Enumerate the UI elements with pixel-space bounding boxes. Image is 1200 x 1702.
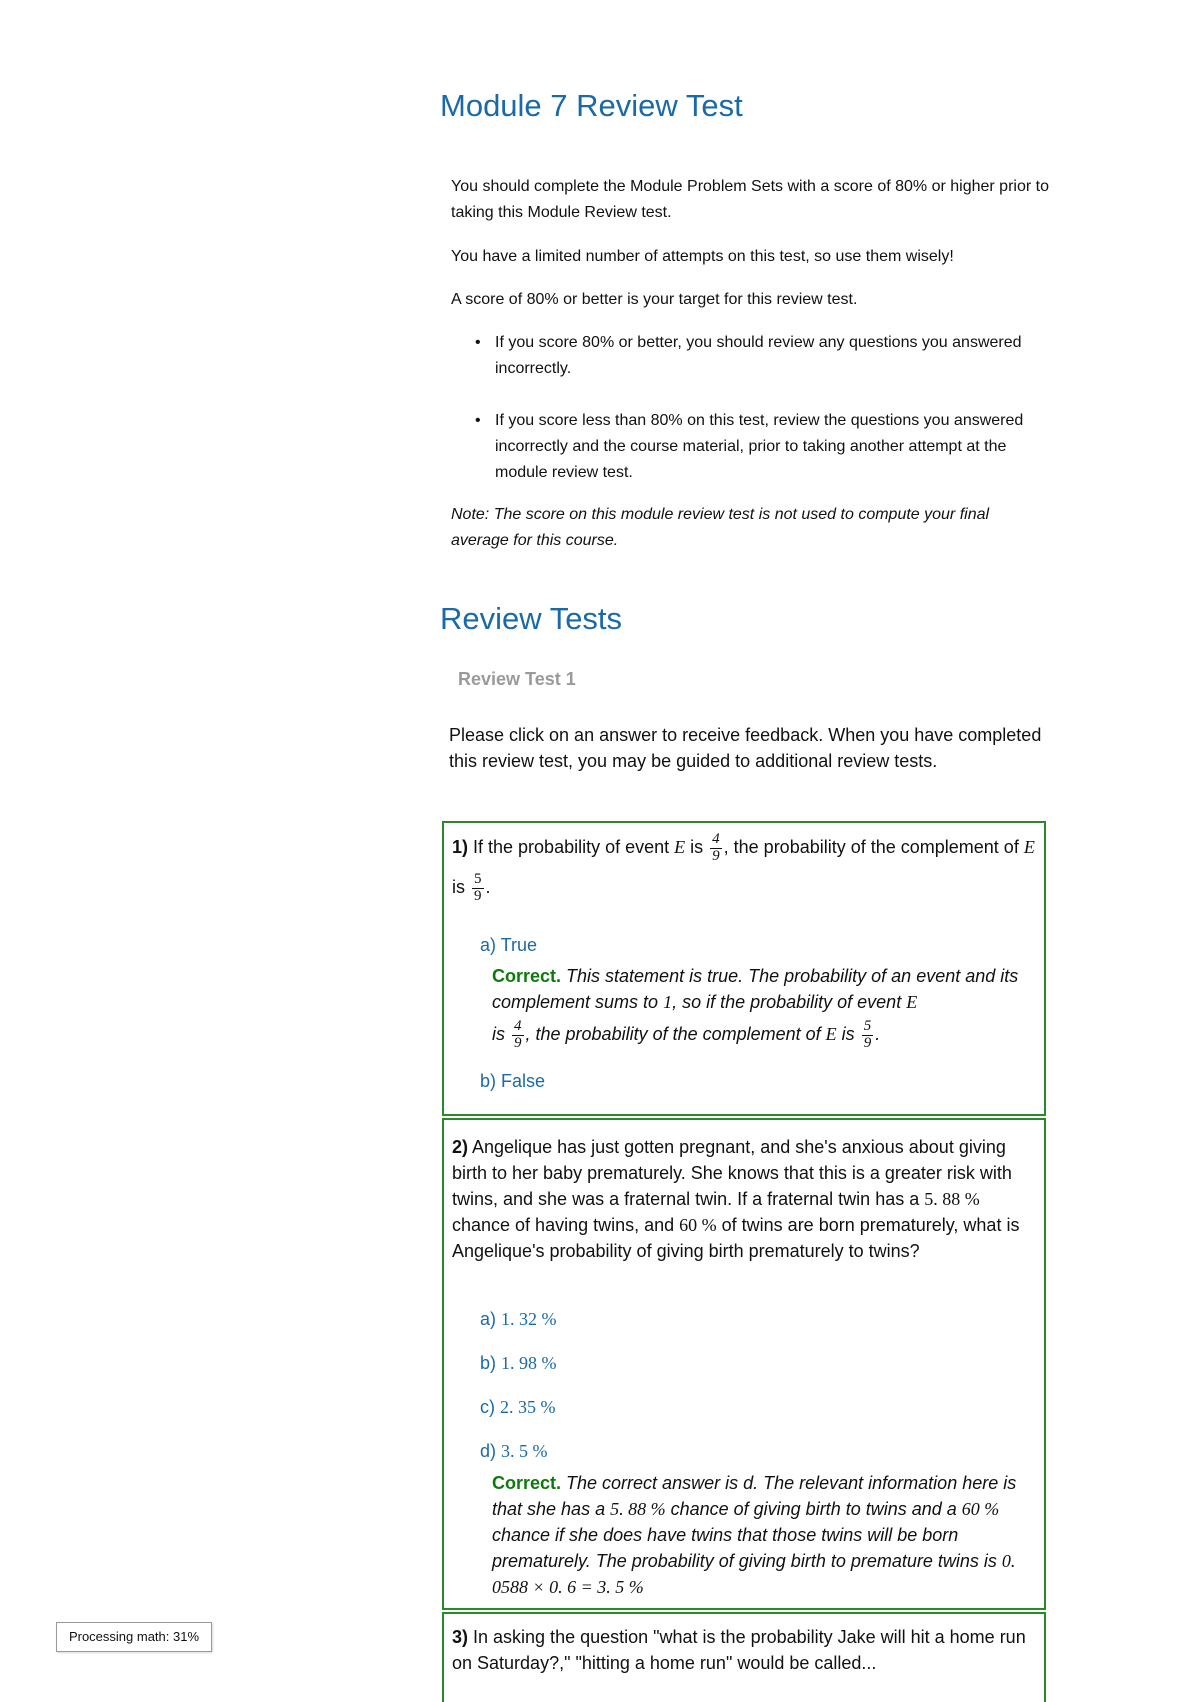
question-card-1 — [442, 821, 1046, 1116]
fraction — [862, 1019, 874, 1052]
question-text-1 — [452, 827, 1038, 907]
instructions: Please click on an answer to receive feedback. When you have completed this review test, you may be guided to additional review tests. — [449, 725, 1042, 771]
feedback-part: chance if she does have twins that those twins will be born prematurely. The probability of giving birth to premature twins is — [492, 1525, 1002, 1571]
feedback-part: , the probability of the complement of — [525, 1024, 826, 1044]
bullet-item-1: • If you score 80% or better, you should review any questions you answered incorrectly. — [451, 330, 1051, 382]
processing-math-indicator: Processing math: 31% — [56, 1622, 212, 1652]
fraction-denominator: 9 — [514, 1034, 522, 1051]
fraction-numerator: 4 — [514, 1018, 522, 1034]
math-var: E — [906, 992, 918, 1012]
answer-option-b[interactable]: b) False — [480, 1071, 546, 1091]
math-value: 5. 88 % — [610, 1499, 666, 1519]
question-card-2 — [442, 1118, 1046, 1610]
math-var: E — [825, 1024, 837, 1044]
option-value: 2. 35 % — [500, 1397, 556, 1417]
tab-review-test-1[interactable]: Review Test 1 — [458, 669, 576, 689]
option-label: b) — [480, 1353, 497, 1373]
question-text-part: In asking the question "what is the probability Jake will hit a home run on Saturday?," "hitting a home run" would be called... — [452, 1627, 1026, 1673]
feedback-correct-label: Correct. — [492, 1473, 562, 1493]
page-title: Module 7 Review Test — [440, 88, 743, 123]
fraction-numerator: 4 — [712, 831, 720, 847]
answer-option-d[interactable] — [480, 1441, 548, 1462]
question-text-part: chance of having twins, and — [452, 1215, 680, 1235]
answer-option-a[interactable]: a) True — [480, 935, 538, 955]
math-var: E — [674, 837, 686, 857]
math-value: 60 % — [679, 1215, 717, 1235]
note-paragraph: Note: The score on this module review test is not used to compute your final average for this course. — [451, 506, 990, 549]
question-text-part: of twins are born prematurely, what is Angelique's probability of giving birth prematurely to twins? — [452, 1215, 1020, 1261]
intro-paragraph-2: You have a limited number of attempts on this test, so use them wisely! — [451, 248, 954, 265]
answer-option-a[interactable] — [480, 1309, 557, 1330]
answer-option-c[interactable] — [480, 1397, 556, 1418]
option-label: a) — [480, 1309, 497, 1329]
fraction — [710, 832, 722, 865]
fraction-denominator: 9 — [712, 847, 720, 864]
question-text-3 — [452, 1624, 1038, 1676]
fraction-denominator: 9 — [863, 1034, 872, 1051]
fraction — [512, 1019, 524, 1052]
option-value: 1. 32 % — [501, 1309, 557, 1329]
question-number: 3) — [452, 1627, 469, 1647]
intro-bullet-list — [451, 330, 1051, 512]
feedback-part: The correct answer is d. The relevant information here is that she has a — [492, 1473, 1017, 1519]
question-number: 2) — [452, 1137, 469, 1157]
math-value: 5. 88 % — [924, 1189, 980, 1209]
feedback-text — [492, 1470, 1022, 1600]
question-card-3 — [442, 1612, 1046, 1702]
option-value: 1. 98 % — [501, 1353, 557, 1373]
answer-option-b[interactable] — [480, 1353, 557, 1374]
feedback-part: is — [836, 1024, 860, 1044]
feedback-part: . — [875, 1024, 881, 1044]
feedback-part: This statement is true. The probability of an event and its complement sums to — [492, 966, 1019, 1012]
question-text-part: is — [685, 837, 709, 857]
fraction-numerator: 5 — [474, 871, 482, 887]
fraction-denominator: 9 — [474, 887, 482, 904]
option-label: d) — [480, 1441, 497, 1461]
option-label: c) — [480, 1397, 495, 1417]
question-number: 1) — [452, 837, 469, 857]
intro-paragraph-3: A score of 80% or better is your target for this review test. — [451, 291, 858, 308]
math-value: 60 % — [961, 1499, 1000, 1519]
question-text-2 — [452, 1134, 1038, 1264]
question-text-part: . — [485, 877, 491, 897]
question-text-part: If the probability of event — [468, 837, 675, 857]
bullet-item-2: • If you score less than 80% on this test, review the questions you answered incorrectly and the course material, prior to taking another attempt at the module review test. — [451, 408, 1051, 486]
fraction-numerator: 5 — [863, 1018, 872, 1034]
intro-paragraph-1: You should complete the Module Problem Sets with a score of 80% or higher prior to taking this Module Review test. — [451, 178, 1049, 221]
question-text-part: is — [452, 877, 470, 897]
fraction — [472, 872, 484, 905]
question-text-part: Angelique has just gotten pregnant, and she's anxious about giving birth to her baby prematurely. She knows that this is a greater risk with twins, and she was a fraternal twin. If a fraternal twin has a — [452, 1137, 1012, 1209]
math-expression: 0. 0588 × 0. 6 = 3. 5 % — [492, 1551, 1016, 1597]
feedback-text — [492, 963, 1022, 1052]
option-value: 3. 5 % — [501, 1441, 548, 1461]
feedback-part: chance of giving birth to twins and a — [665, 1499, 962, 1519]
math-value: 1 — [663, 992, 673, 1012]
question-text-part: , the probability of the complement of — [723, 837, 1024, 857]
math-var: E — [1023, 837, 1035, 857]
review-tests-heading: Review Tests — [440, 601, 623, 636]
feedback-part: , so if the probability of event — [672, 992, 907, 1012]
feedback-part: is — [492, 1024, 510, 1044]
feedback-correct-label: Correct. — [492, 966, 562, 986]
